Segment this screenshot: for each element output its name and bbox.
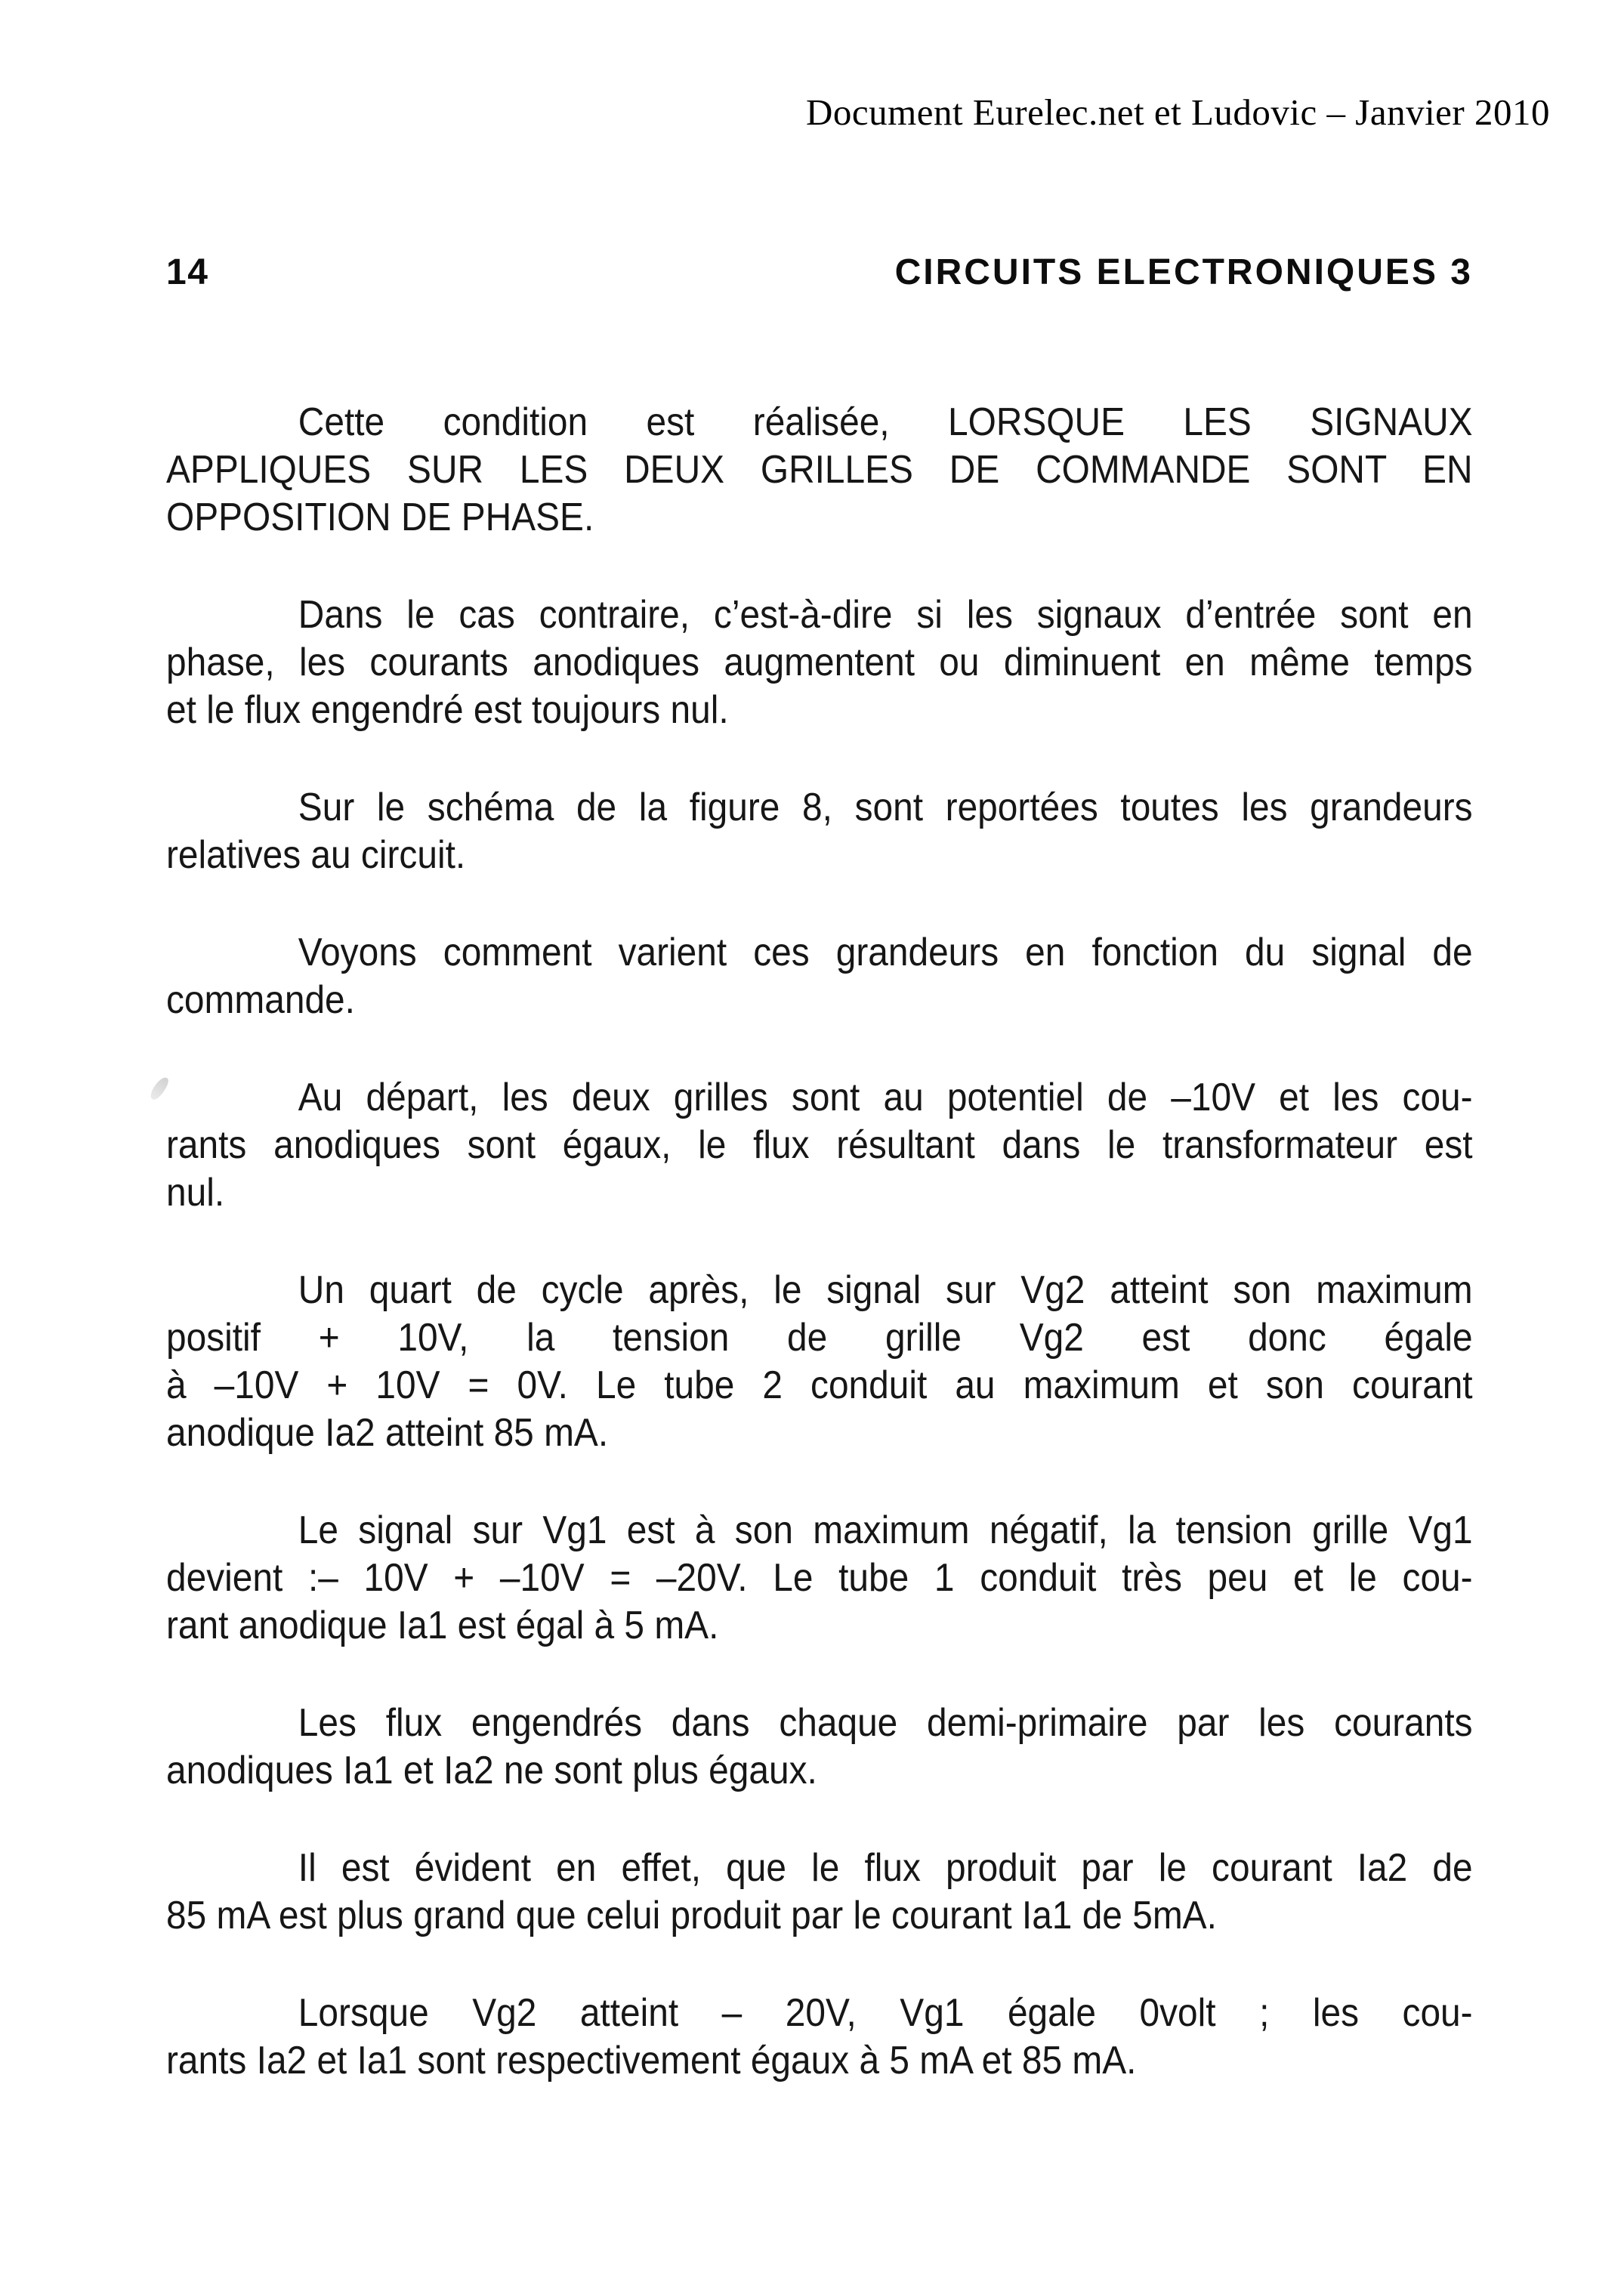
watermark: Document Eurelec.net et Ludovic – Janvier 2010 <box>806 91 1550 133</box>
text-line: rant anodique Ia1 est égal à 5 mA. <box>166 1604 719 1647</box>
text-line: 85 mA est plus grand que celui produit par le courant Ia1 de 5mA. <box>166 1894 1217 1937</box>
paragraph <box>166 399 1473 542</box>
paragraph <box>166 591 1473 734</box>
text-line: Le signal sur Vg1 est à son maximum négatif, la tension grille Vg1 <box>298 1508 1473 1552</box>
text-line: Lorsque Vg2 atteint – 20V, Vg1 égale 0volt ; les cou- <box>298 1991 1473 2035</box>
page-header <box>166 252 1473 294</box>
text-line: nul. <box>166 1171 225 1215</box>
paragraph <box>166 1074 1473 1217</box>
text-line: rants anodiques sont égaux, le flux résultant dans le transformateur est <box>166 1123 1473 1167</box>
text-line: Au départ, les deux grilles sont au potentiel de –10V et les cou- <box>298 1076 1473 1119</box>
paragraph <box>166 1507 1473 1650</box>
text-line: anodiques Ia1 et Ia2 ne sont plus égaux. <box>166 1749 817 1792</box>
text-line: anodique Ia2 atteint 85 mA. <box>166 1411 609 1455</box>
text-line: OPPOSITION DE PHASE. <box>166 496 594 539</box>
text-line: Voyons comment varient ces grandeurs en fonction du signal de <box>298 931 1473 974</box>
text-line: relatives au circuit. <box>166 833 466 877</box>
text-line: Il est évident en effet, que le flux produit par le courant Ia2 de <box>298 1846 1473 1890</box>
text-line: Les flux engendrés dans chaque demi-primaire par les courants <box>298 1701 1473 1745</box>
paragraph <box>166 1845 1473 1940</box>
paragraph <box>166 1700 1473 1795</box>
paragraph <box>166 929 1473 1024</box>
page-number: 14 <box>166 252 209 292</box>
text-line: rants Ia2 et Ia1 sont respectivement égaux à 5 mA et 85 mA. <box>166 2039 1137 2083</box>
text-line: phase, les courants anodiques augmentent ou diminuent en même temps <box>166 641 1473 684</box>
text-line: Dans le cas contraire, c’est-à-dire si les signaux d’entrée sont en <box>298 593 1473 637</box>
body-text <box>166 399 1473 2135</box>
text-line: à –10V + 10V = 0V. Le tube 2 conduit au maximum et son courant <box>166 1363 1473 1407</box>
paragraph <box>166 1267 1473 1457</box>
text-line: Un quart de cycle après, le signal sur Vg2 atteint son maximum <box>298 1268 1473 1312</box>
text-line: commande. <box>166 978 355 1022</box>
text-line: Cette condition est réalisée, LORSQUE LES SIGNAUX <box>298 400 1473 444</box>
text-line: positif + 10V, la tension de grille Vg2 est donc égale <box>166 1316 1473 1360</box>
text-line: APPLIQUES SUR LES DEUX GRILLES DE COMMANDE SONT EN <box>166 448 1473 492</box>
text-line: devient :– 10V + –10V = –20V. Le tube 1 conduit très peu et le cou- <box>166 1556 1473 1600</box>
running-title: CIRCUITS ELECTRONIQUES 3 <box>894 252 1473 292</box>
text-line: et le flux engendré est toujours nul. <box>166 688 729 732</box>
paragraph <box>166 1990 1473 2085</box>
text-line: Sur le schéma de la figure 8, sont reportées toutes les grandeurs <box>298 786 1473 829</box>
paragraph <box>166 784 1473 879</box>
